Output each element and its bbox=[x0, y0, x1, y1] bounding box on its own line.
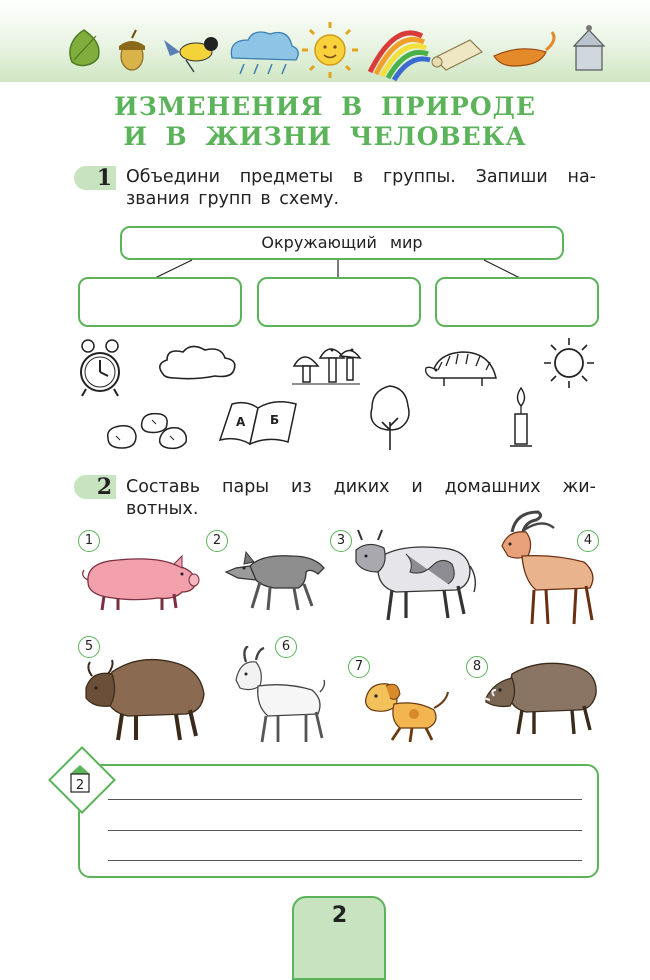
animal-number-circle: 4 bbox=[577, 530, 599, 552]
bison-illustration bbox=[82, 652, 208, 744]
answer-group-box[interactable] bbox=[257, 277, 421, 327]
task-number: 1 bbox=[96, 165, 112, 191]
boar-illustration bbox=[482, 652, 600, 738]
pig-illustration bbox=[78, 552, 202, 612]
candle-icon bbox=[506, 386, 536, 450]
task-instruction-line: Объедини предметы в группы. Запиши на- bbox=[126, 167, 596, 187]
task-instruction-line: звания групп в схему. bbox=[126, 189, 340, 209]
animal-number-circle: 2 bbox=[206, 530, 228, 552]
cloud-icon bbox=[155, 342, 239, 382]
scroll-icon bbox=[432, 40, 482, 70]
home-task-icon bbox=[64, 760, 96, 796]
open-book-icon bbox=[218, 396, 298, 448]
sun-icon bbox=[302, 22, 358, 78]
animal-number-circle: 1 bbox=[78, 530, 100, 552]
task-number-badge bbox=[74, 475, 116, 499]
scheme-root-box bbox=[120, 226, 564, 260]
bull-illustration bbox=[352, 526, 482, 624]
task-instruction-line: вотных. bbox=[126, 499, 199, 519]
task-number: 2 bbox=[96, 474, 112, 500]
header-icon-strip bbox=[0, 0, 650, 82]
animal-number-circle: 3 bbox=[330, 530, 352, 552]
task-number-badge bbox=[74, 166, 116, 190]
alarm-clock-icon bbox=[74, 336, 126, 398]
page-title-line1: ИЗМЕНЕНИЯ В ПРИРОДЕ bbox=[114, 92, 536, 121]
bird-icon bbox=[164, 37, 218, 72]
book-letter: А bbox=[236, 415, 246, 429]
puppy-illustration bbox=[356, 674, 452, 746]
animal-number-circle: 5 bbox=[78, 636, 100, 658]
animal-number-circle: 8 bbox=[466, 656, 488, 678]
stones-icon bbox=[104, 408, 190, 452]
writing-line bbox=[108, 830, 582, 831]
scheme-root-label: Окружающий мир bbox=[261, 233, 423, 252]
sun-icon bbox=[540, 334, 598, 392]
wolf-illustration bbox=[222, 538, 330, 612]
answer-group-box[interactable] bbox=[435, 277, 599, 327]
mushrooms-icon bbox=[292, 336, 362, 390]
goat-illustration bbox=[232, 646, 328, 746]
page-number: 2 bbox=[331, 903, 348, 928]
inkwell-icon bbox=[574, 25, 604, 70]
workbook-badge-number: 2 bbox=[75, 778, 85, 793]
page-title-line2: И В ЖИЗНИ ЧЕЛОВЕКА bbox=[123, 122, 527, 151]
rain-cloud-icon bbox=[231, 32, 298, 74]
wild-goat-illustration bbox=[494, 508, 600, 630]
animal-number-circle: 7 bbox=[348, 656, 370, 678]
task-instruction-line: Составь пары из диких и домашних жи- bbox=[126, 477, 596, 497]
tree-icon bbox=[366, 382, 414, 452]
writing-line bbox=[108, 799, 582, 800]
oak-leaf-icon bbox=[70, 30, 99, 65]
book-letter: Б bbox=[270, 413, 280, 427]
oil-lamp-icon bbox=[494, 32, 554, 66]
animal-number-circle: 6 bbox=[275, 636, 297, 658]
rainbow-icon bbox=[370, 33, 430, 80]
writing-line bbox=[108, 860, 582, 861]
task-instruction bbox=[126, 166, 596, 210]
acorn-icon bbox=[119, 30, 145, 70]
hedgehog-icon bbox=[424, 344, 500, 390]
answer-group-box[interactable] bbox=[78, 277, 242, 327]
